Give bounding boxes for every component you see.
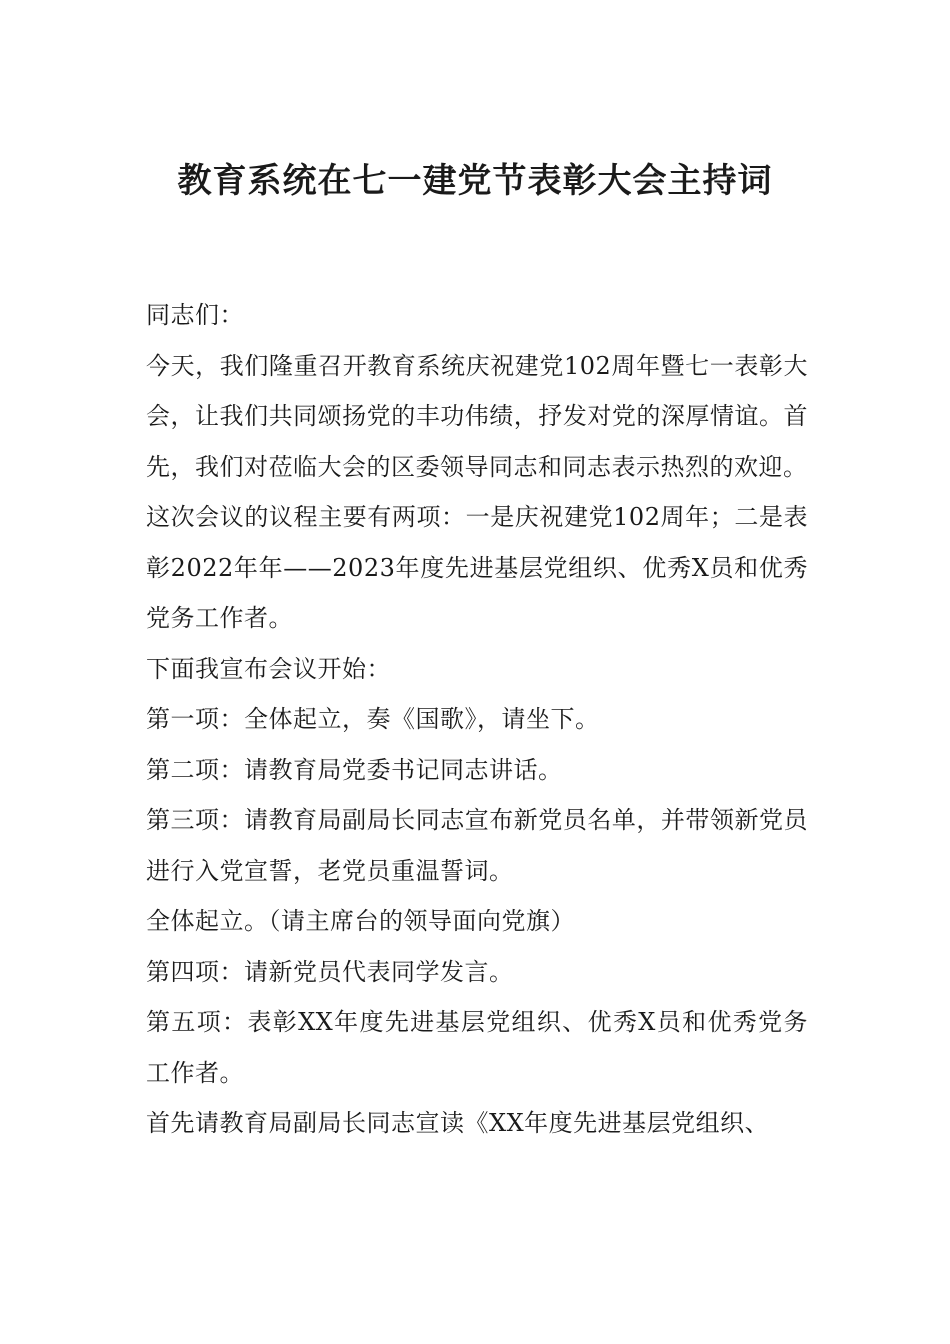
paragraph-item-4: 第四项：请新党员代表同学发言。 (146, 957, 514, 986)
paragraph-announcement-read: 首先请教育局副局长同志宣读《XX年度先进基层党组织、 (146, 1109, 770, 1137)
paragraph-agenda: 这次会议的议程主要有两项：一是庆祝建党102周年；二是表彰2022年年——2023年度先进基层党组织、优秀X员和优秀党务工作者。 (146, 503, 808, 632)
paragraph-stand-up: 全体起立。（请主席台的领导面向党旗） (146, 907, 575, 935)
document-body (146, 290, 808, 1149)
paragraph-item-1: 第一项：全体起立，奏《国歌》，请坐下。 (146, 705, 600, 733)
paragraph-item-5: 第五项：表彰XX年度先进基层党组织、优秀X员和优秀党务工作者。 (146, 1008, 808, 1087)
paragraph-item-2: 第二项：请教育局党委书记同志讲话。 (146, 755, 563, 784)
paragraph-opening: 今天，我们隆重召开教育系统庆祝建党102周年暨七一表彰大会，让我们共同颂扬党的丰功伟绩，抒发对党的深厚情谊。首先，我们对莅临大会的区委领导同志和同志表示热烈的欢迎。 (146, 351, 808, 481)
paragraph-salutation: 同志们： (146, 301, 244, 329)
paragraph-announce-start: 下面我宣布会议开始： (146, 654, 391, 683)
paragraph-item-3: 第三项：请教育局副局长同志宣布新党员名单，并带领新党员进行入党宣誓，老党员重温誓词。 (146, 806, 808, 885)
document-title: 教育系统在七一建党节表彰大会主持词 (177, 161, 773, 201)
